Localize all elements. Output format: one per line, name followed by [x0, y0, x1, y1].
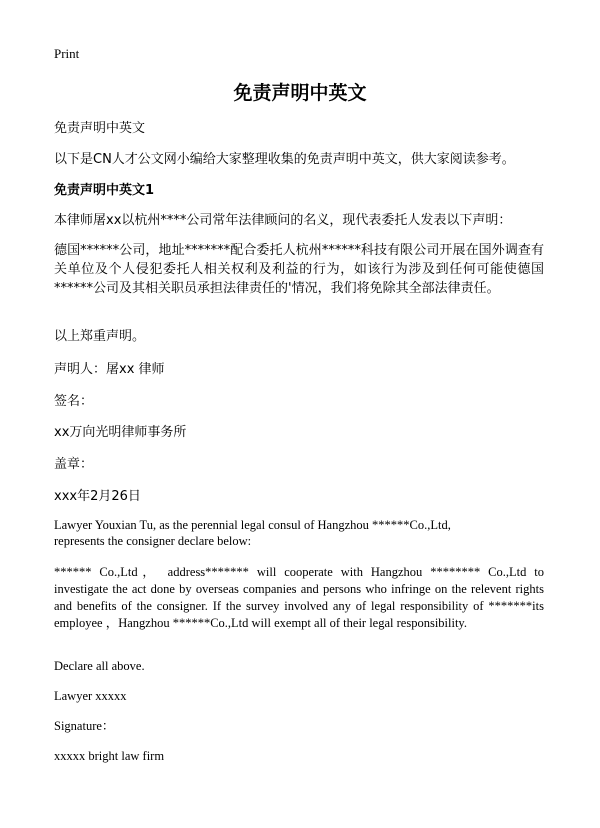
en-intro-line2: represents the consigner declare below:	[54, 534, 252, 548]
intro-text: 以下是CN人才公文网小编给大家整理收集的免责声明中英文，供大家阅读参考。	[54, 152, 515, 167]
en-intro-line1: Lawyer Youxian Tu, as the perennial legal consul of Hangzhou ******Co.,Ltd,	[54, 518, 451, 532]
cn-declarant: 声明人：屠xx 律师	[54, 362, 165, 377]
intro-heading: 免责声明中英文	[54, 121, 146, 136]
print-label[interactable]: Print	[54, 46, 80, 61]
en-declare: Declare all above.	[54, 659, 145, 673]
cn-date: xxx年2月26日	[54, 489, 141, 504]
cn-statement-intro: 本律师屠xx以杭州****公司常年法律顾问的名义，现代表委托人发表以下声明：	[54, 213, 512, 228]
cn-declare: 以上郑重声明。	[54, 329, 146, 344]
cn-seal: 盖章：	[54, 457, 94, 472]
cn-signature: 签名：	[54, 394, 94, 409]
cn-statement-body: 德国******公司，地址*******配合委托人杭州******科技有限公司开展在国外调查有关单位及个人侵犯委托人相关权利及利益的行为，如该行为涉及到任何可能使德国******公司及其相关职员承担法律责任的'情况，我们将免除其全部法律责任。	[54, 243, 544, 296]
section-heading: 免责声明中英文1	[54, 183, 155, 198]
en-firm: xxxxx bright law firm	[54, 749, 165, 763]
en-signature: Signature：	[54, 719, 115, 733]
page-title: 免责声明中英文	[233, 82, 367, 104]
en-statement-body: ****** Co.,Ltd， address******* will cooperate with Hangzhou ******** Co.,Ltd to investigate the act done by overseas companies and persons who infringe on the relevent rights and benefits of the consigner. If the survey involved any of legal responsibility of *******its employee ，Hangzhou ******Co.,Ltd will exempt all of their legal responsibility.	[54, 565, 544, 630]
cn-firm: xx万向光明律师事务所	[54, 425, 187, 440]
en-lawyer: Lawyer xxxxx	[54, 689, 127, 703]
